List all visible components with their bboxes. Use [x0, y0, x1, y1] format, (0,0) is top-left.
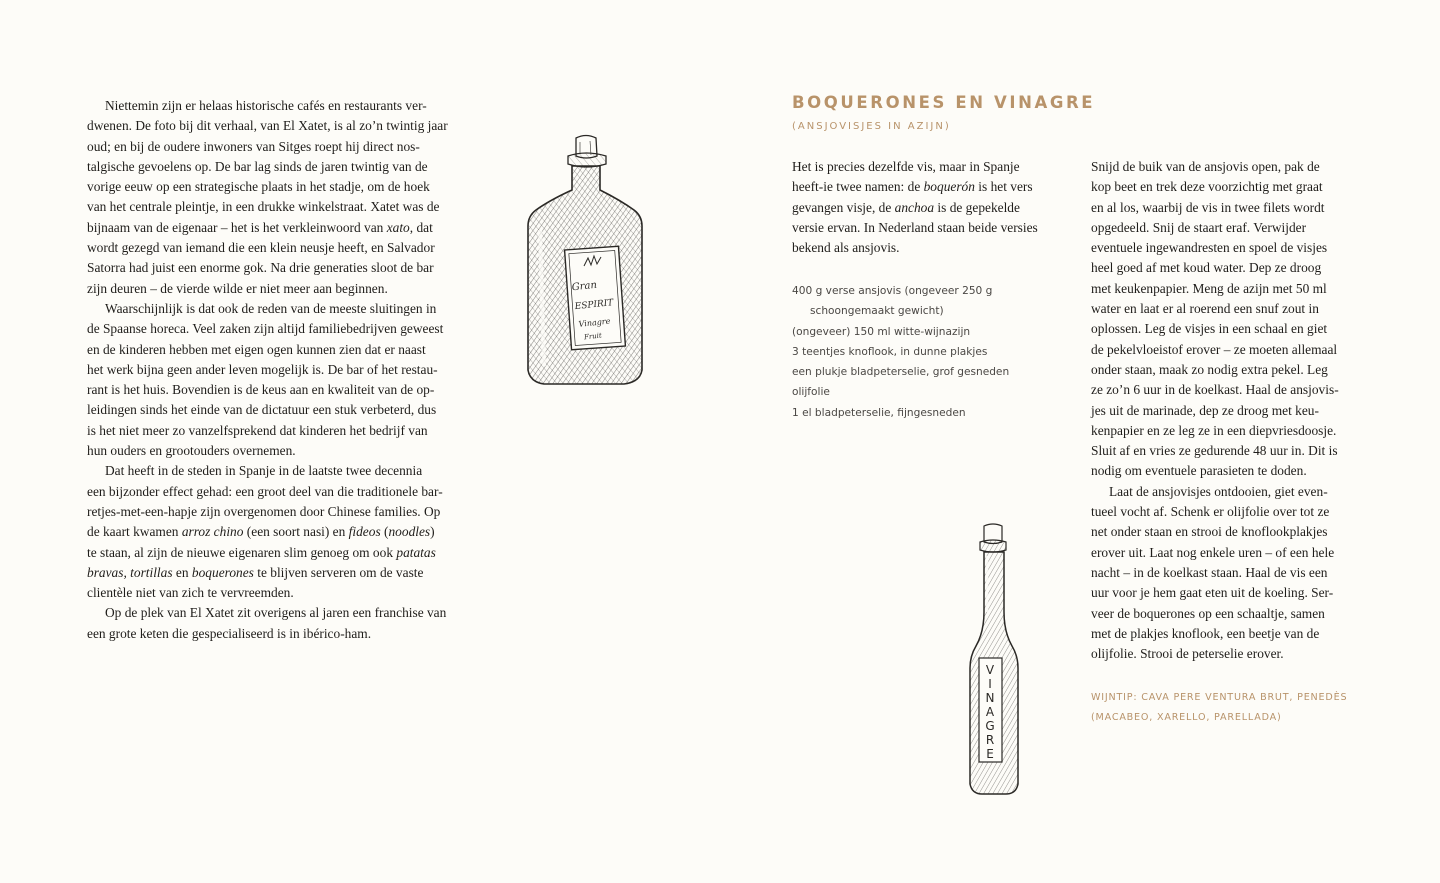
text-line — [87, 116, 472, 136]
italic-term: patatas — [396, 544, 436, 560]
text-span: bijnaam van de eigenaar – het is het verkleinwoord van — [87, 219, 387, 235]
text-line — [87, 603, 472, 623]
square-bottle-label-line: Fruit — [583, 331, 603, 342]
ingredient-item — [792, 403, 1067, 423]
text-span: tueel vocht af. Schenk er olijfolie over tot ze — [1091, 504, 1330, 520]
text-line — [87, 360, 472, 380]
text-span: erover uit. Laat nog enkele uren – of een hele — [1091, 544, 1335, 560]
ingredient-line: 400 g verse ansjovis (ongeveer 250 g — [792, 285, 993, 297]
text-line — [1091, 218, 1366, 238]
wine-tip — [1091, 688, 1347, 729]
text-line — [1091, 401, 1366, 421]
text-span: versie ervan. In Nederland staan beide versies — [792, 219, 1038, 235]
text-span: leidingen sinds het einde van de dictatuur een stuk verbeterd, dus — [87, 402, 437, 418]
text-line — [1091, 198, 1366, 218]
ingredient-line: schoongemaakt gewicht) — [810, 305, 944, 318]
text-span: clientèle niet van zich te vervreemden. — [87, 585, 294, 601]
text-line — [1091, 421, 1366, 441]
text-line — [1091, 644, 1366, 664]
text-line — [87, 279, 472, 299]
ingredient-item — [792, 342, 1067, 362]
text-line — [87, 583, 472, 603]
text-line — [1091, 441, 1366, 461]
square-bottle-label-line: ESPIRIT — [574, 298, 614, 313]
text-line — [1091, 583, 1366, 603]
text-span: een grote keten die gespecialiseerd is in ibérico-ham. — [87, 625, 372, 641]
tall-bottle-label-letter: V — [985, 663, 995, 677]
tall-bottle-illustration — [960, 522, 1030, 800]
text-span: heel goed af met koud water. Dep ze droog — [1091, 260, 1322, 276]
text-span: rant is het huis. Bovendien is de keus aan en kwaliteit van de op- — [87, 382, 435, 398]
text-span: onder staan, maak zo nodig extra pekel. Leg — [1091, 361, 1328, 377]
text-span: water en laat er al roerend een snuf zout in — [1091, 301, 1319, 317]
text-line — [87, 502, 472, 522]
text-span: met de plakjes knoflook, een beetje van de — [1091, 625, 1320, 641]
text-line — [87, 441, 472, 461]
text-line — [1091, 461, 1366, 481]
text-span: is het vers — [974, 179, 1033, 195]
text-line — [87, 258, 472, 278]
text-line — [792, 177, 1067, 197]
text-line — [87, 624, 472, 644]
text-span: veer de boquerones op een schaaltje, samen — [1091, 605, 1325, 621]
text-line — [1091, 177, 1366, 197]
text-line — [87, 299, 472, 319]
text-span: is het niet meer zo vanzelfsprekend dat kinderen het bedrijf van — [87, 422, 428, 438]
text-span: net onder staan en strooi de knoflookplakjes — [1091, 524, 1328, 540]
text-span: Waarschijnlijk is dat ook de reden van de meeste sluitingen in — [105, 300, 437, 316]
text-line — [87, 563, 472, 583]
ingredient-line: (ongeveer) 150 ml witte-wijnazijn — [792, 325, 971, 338]
text-line — [1091, 522, 1366, 542]
ingredient-item — [792, 281, 1067, 322]
text-span: vorige eeuw op een strategische plaats in het stadje, om de hoek — [87, 179, 430, 195]
italic-term: boquerón — [923, 179, 975, 195]
text-line — [1091, 340, 1366, 360]
text-line — [1091, 624, 1366, 644]
text-line — [87, 400, 472, 420]
text-span: bekend als ansjovis. — [792, 240, 900, 256]
text-span: het werk bijna geen ander leven mogelijk is. De bar of het restau- — [87, 361, 438, 377]
tall-bottle-label-letter: N — [985, 691, 995, 705]
text-line — [1091, 482, 1366, 502]
ingredient-item — [792, 362, 1067, 382]
square-bottle-illustration — [520, 130, 650, 392]
italic-term: noodles — [388, 524, 431, 540]
text-span: oud; en bij de oudere inwoners van Sitges roept hij direct nos- — [87, 138, 420, 154]
text-line — [1091, 380, 1366, 400]
text-span: kop beet en trek deze voorzichtig met graat — [1091, 179, 1323, 195]
text-span: met keukenpapier. Meng de azijn met 50 ml — [1091, 280, 1327, 296]
ingredient-line: 3 teentjes knoflook, in dunne plakjes — [792, 345, 988, 358]
square-bottle-label-line: Vinagre — [578, 316, 611, 329]
text-span: de Spaanse horeca. Veel zaken zijn altijd familiebedrijven geweest — [87, 321, 444, 337]
paragraph — [1091, 482, 1366, 665]
text-line — [792, 157, 1067, 177]
text-line — [792, 218, 1067, 238]
text-line — [1091, 360, 1366, 380]
italic-term: xato — [386, 219, 410, 235]
text-span: en — [172, 564, 192, 580]
text-line — [87, 522, 472, 542]
text-line — [1091, 563, 1366, 583]
text-span: te blijven serveren om de vaste — [253, 564, 424, 580]
tall-bottle-label-letter: I — [988, 677, 992, 691]
text-line — [87, 421, 472, 441]
text-line — [792, 198, 1067, 218]
paragraph — [87, 299, 472, 461]
text-line — [1091, 299, 1366, 319]
text-span: ze zo’n 6 uur in de koelkast. Haal de ansjovis- — [1091, 382, 1339, 398]
recipe-intro — [792, 157, 1067, 258]
text-line — [1091, 319, 1366, 339]
text-span: zijn deuren – de vierde wilde er niet meer aan beginnen. — [87, 280, 388, 296]
text-span: eventuele ingewandresten en spoel de visjes — [1091, 240, 1328, 256]
text-span: te staan, al zijn de nieuwe eigenaren slim genoeg om ook — [87, 544, 397, 560]
text-span: van het centrale pleintje, in een drukke winkelstraat. Xatet was de — [87, 199, 440, 215]
text-span: nacht – in de koelkast staan. Haal de vis een — [1091, 564, 1328, 580]
text-span: Niettemin zijn er helaas historische cafés en restaurants ver- — [105, 98, 427, 113]
wine-tip-line: WIJNTIP: CAVA PERE VENTURA BRUT, PENEDÈS — [1091, 692, 1348, 703]
text-span: (een soort nasi) en — [243, 524, 349, 540]
text-line — [87, 218, 472, 238]
text-line — [87, 340, 472, 360]
recipe-method — [1091, 157, 1366, 664]
text-span: uur voor je hem gaat eten uit de koeling. Ser- — [1091, 585, 1334, 601]
recipe-title: BOQUERONES EN VINAGRE — [792, 93, 1096, 112]
text-line — [1091, 157, 1366, 177]
text-span: de pekelvloeistof erover – ze moeten allemaal — [1091, 341, 1338, 357]
paragraph — [87, 461, 472, 603]
square-bottle-label-line: Gran — [571, 279, 598, 294]
text-span: de kaart kwamen — [87, 524, 182, 540]
tall-bottle-label-letter: R — [985, 733, 995, 747]
tall-bottle-label-letter: E — [986, 747, 994, 761]
text-span: oplossen. Leg de visjes in een schaal en giet — [1091, 321, 1328, 337]
paragraph — [87, 96, 472, 299]
text-span: Dat heeft in de steden in Spanje in de laatste twee decennia — [105, 463, 423, 479]
paragraph — [87, 603, 472, 644]
italic-term: arroz chino — [181, 524, 244, 540]
text-span: ( — [380, 524, 389, 540]
text-span: Sluit af en vries ze gedurende 48 uur in. Dit is — [1091, 443, 1338, 459]
text-line — [1091, 238, 1366, 258]
text-span: gevangen visje, de — [792, 199, 895, 215]
text-line — [87, 461, 472, 481]
text-span: hun ouders en grootouders overnemen. — [87, 443, 296, 459]
ingredient-line: 1 el bladpeterselie, fijngesneden — [792, 406, 966, 419]
text-line — [87, 238, 472, 258]
tall-bottle-label-letter: G — [985, 719, 995, 733]
ingredient-line: olijfolie — [792, 386, 830, 399]
text-span: dwenen. De foto bij dit verhaal, van El Xatet, is al zo’n twintig jaar — [87, 118, 448, 134]
text-span: nodig om eventuele parasieten te doden. — [1091, 463, 1307, 479]
text-line — [87, 177, 472, 197]
text-span: is de gepekelde — [934, 199, 1020, 215]
text-span: en de kinderen hebben met eigen ogen kunnen zien dat er naast — [87, 341, 426, 357]
text-line — [87, 380, 472, 400]
ingredient-list — [792, 281, 1067, 423]
text-span: heeft-ie twee namen: de — [792, 179, 924, 195]
text-span: en al los, waarbij de vis in twee filets wordt — [1091, 199, 1325, 215]
ingredient-line: een plukje bladpeterselie, grof gesneden — [792, 366, 1010, 379]
text-line — [87, 96, 472, 116]
text-span: opgedeeld. Snij de staart eraf. Verwijder — [1091, 219, 1307, 235]
italic-term: anchoa — [894, 199, 935, 215]
text-line — [87, 543, 472, 563]
tall-bottle-label-letter: A — [985, 705, 995, 719]
text-span: Laat de ansjovisjes ontdooien, giet even- — [1109, 483, 1328, 499]
left-page-body — [87, 96, 472, 644]
ingredient-item — [792, 322, 1067, 342]
text-span: retjes-met-een-hapje zijn overgenomen door Chinese families. Op — [87, 503, 441, 519]
text-line — [792, 238, 1067, 258]
italic-term: bravas, tortillas — [87, 564, 173, 580]
text-span: wordt gezegd van iemand die een klein neusje heeft, en Salvador — [87, 240, 435, 256]
paragraph — [1091, 157, 1366, 482]
text-line — [87, 157, 472, 177]
text-span: , dat — [409, 219, 433, 235]
wine-tip-line: (MACABEO, XARELLO, PARELLADA) — [1091, 712, 1282, 724]
italic-term: boquerones — [191, 564, 254, 580]
text-line — [1091, 543, 1366, 563]
recipe-subtitle: (ANSJOVISJES IN AZIJN) — [792, 121, 951, 132]
text-line — [87, 482, 472, 502]
text-line — [87, 137, 472, 157]
text-line — [1091, 279, 1366, 299]
ingredient-item — [792, 382, 1067, 402]
text-span: kenpapier en ze leg ze in een diepvriesdoosje. — [1091, 422, 1337, 438]
text-line — [1091, 604, 1366, 624]
text-span: Snijd de buik van de ansjovis open, pak de — [1091, 159, 1320, 174]
text-span: jes uit de marinade, dep ze droog met keu- — [1091, 402, 1319, 418]
text-span: Het is precies dezelfde vis, maar in Spanje — [792, 159, 1020, 174]
text-line — [87, 319, 472, 339]
text-line — [1091, 258, 1366, 278]
text-span: Satorra had juist een enorme gok. Na drie generaties sloot de bar — [87, 260, 434, 276]
text-span: ) — [430, 524, 435, 540]
italic-term: fideos — [348, 524, 381, 540]
text-span: een bijzonder effect gehad: een groot deel van die traditionele bar- — [87, 483, 443, 499]
text-line — [87, 197, 472, 217]
text-span: Op de plek van El Xatet zit overigens al jaren een franchise van — [105, 605, 447, 621]
text-span: olijfolie. Strooi de peterselie erover. — [1091, 646, 1284, 662]
text-line — [1091, 502, 1366, 522]
text-span: talgische gevoelens op. De bar lag sinds de jaren twintig van de — [87, 158, 428, 174]
